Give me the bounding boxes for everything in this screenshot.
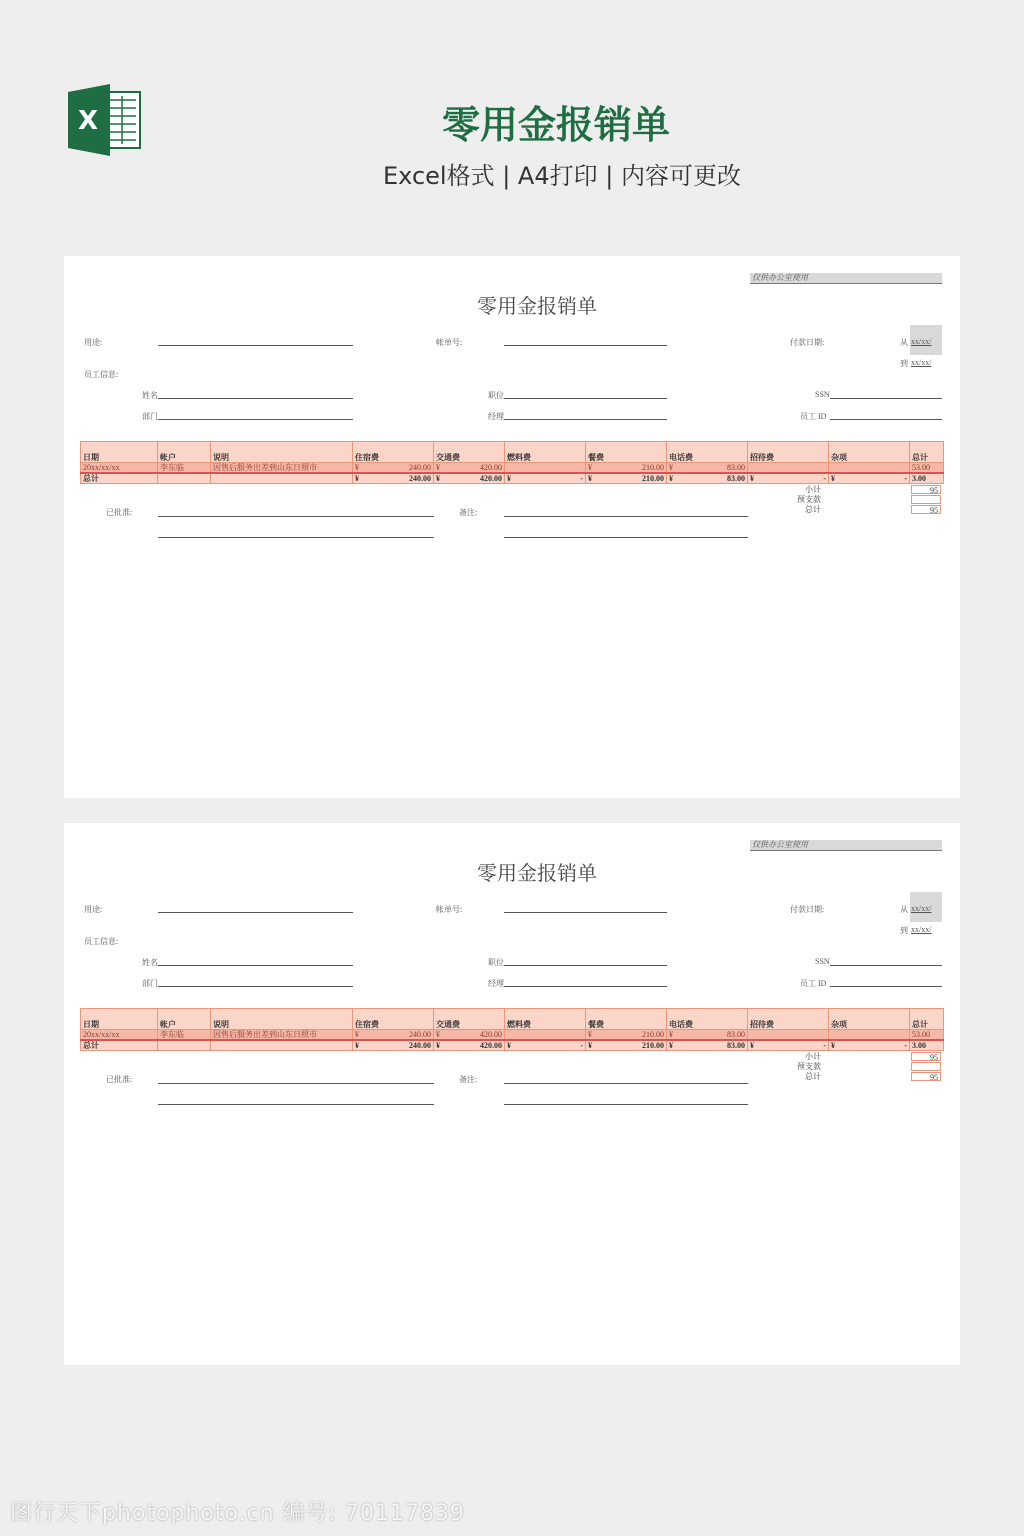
notes-label: 备注: [459,508,478,517]
column-header: 帐户 [158,442,211,463]
yen-sign: ¥ [588,463,592,472]
employee-id-label: 员工 ID [800,412,827,421]
name-label: 姓名 [142,391,158,400]
grand-total: 3.00 [910,1040,944,1051]
page-subtitle: Excel格式 | A4打印 | 内容可更改 [383,162,741,190]
position-field[interactable] [504,398,667,399]
cell-total[interactable]: 53.00 [910,1030,944,1041]
column-header: 日期 [81,1009,158,1030]
position-label: 职位 [488,391,504,400]
manager-field[interactable] [504,419,667,420]
total-lodging [353,1040,434,1051]
column-header: 餐费 [586,442,667,463]
yen-sign: ¥ [750,474,754,483]
cell-date[interactable]: 20xx/xx/xx [81,463,158,474]
notes-field-2[interactable] [504,537,748,538]
total-label: 总计 [81,1040,158,1051]
from-label: 从 [900,905,908,914]
yen-sign: ¥ [831,474,835,483]
yen-sign: ¥ [507,1041,511,1050]
to-label: 到 [900,359,908,368]
column-header: 说明 [211,1009,353,1030]
ssn-label: SSN [815,957,830,966]
total-misc [829,1040,910,1051]
meal-value: 210.00 [642,1030,664,1039]
total-fuel-value: - [580,1041,583,1050]
department-field[interactable] [158,986,353,987]
yen-sign: ¥ [436,1030,440,1039]
to-date-field[interactable]: xx/xx/ [911,925,932,934]
cell-lodging[interactable] [353,1030,434,1041]
cell-meal[interactable] [586,463,667,474]
name-field[interactable] [158,965,353,966]
empty-cell [158,1040,211,1051]
cell-fuel[interactable] [505,463,586,474]
column-header: 杂项 [829,442,910,463]
advance-label: 预支款 [797,495,821,504]
total-transport [434,1040,505,1051]
to-date-field[interactable]: xx/xx/ [911,358,932,367]
name-label: 姓名 [142,958,158,967]
cell-fuel[interactable] [505,1030,586,1041]
lodging-value: 240.00 [409,1030,431,1039]
total-phone [667,1040,748,1051]
purpose-label: 用途: [84,905,103,914]
approved-field[interactable] [158,516,434,517]
yen-sign: ¥ [588,1030,592,1039]
yen-sign: ¥ [355,463,359,472]
pay-date-label: 付款日期: [790,338,825,347]
cell-description[interactable]: 因售后服务出差到山东日照市 [211,1030,353,1041]
total-entertain [748,1040,829,1051]
manager-label: 经理 [488,412,504,421]
page-title: 零用金报销单 [441,103,670,147]
total-meal [586,473,667,484]
meal-value: 210.00 [642,463,664,472]
column-header: 交通费 [434,442,505,463]
office-use-line [750,850,942,851]
column-header: 总计 [910,442,944,463]
from-label: 从 [900,338,908,347]
subtotal-value[interactable]: 95 [911,485,941,494]
name-field[interactable] [158,398,353,399]
phone-value: 83.00 [727,1030,745,1039]
account-no-label: 帐单号: [436,338,463,347]
column-header: 电话费 [667,442,748,463]
department-label: 部门 [142,412,158,421]
table-row [81,1030,944,1041]
phone-value: 83.00 [727,463,745,472]
account-no-field[interactable] [504,345,667,346]
department-label: 部门 [142,979,158,988]
empty-cell [211,1040,353,1051]
summary-total-label: 总计 [805,505,821,514]
manager-field[interactable] [504,986,667,987]
employee-info-label: 员工信息: [84,937,119,946]
form-sheet-1 [64,256,960,798]
cell-entertain[interactable] [748,463,829,474]
total-lodging [353,473,434,484]
cell-account[interactable]: 李东临 [158,463,211,474]
ssn-label: SSN [815,390,830,399]
employee-id-field[interactable] [830,986,942,987]
office-use-line [750,283,942,284]
yen-sign: ¥ [588,474,592,483]
approved-label: 已批准: [106,1075,133,1084]
advance-value[interactable] [911,495,941,504]
office-use-label: 仅供办公室使用 [750,840,942,850]
expense-table [80,441,944,484]
yen-sign: ¥ [750,1041,754,1050]
notes-field-2[interactable] [504,1104,748,1105]
total-phone-value: 83.00 [727,474,745,483]
yen-sign: ¥ [436,1041,440,1050]
empty-cell [211,473,353,484]
table-header-row [81,1009,944,1030]
manager-label: 经理 [488,979,504,988]
lodging-value: 240.00 [409,463,431,472]
table-total-row [81,1040,944,1051]
total-fuel [505,473,586,484]
total-misc-value: - [904,474,907,483]
advance-value[interactable] [911,1062,941,1071]
yen-sign: ¥ [669,463,673,472]
total-transport [434,473,505,484]
grand-total: 3.00 [910,473,944,484]
cell-phone[interactable] [667,463,748,474]
total-fuel [505,1040,586,1051]
cell-meal[interactable] [586,1030,667,1041]
column-header: 招待费 [748,1009,829,1030]
employee-info-label: 员工信息: [84,370,119,379]
approved-field-2[interactable] [158,537,434,538]
from-date-field[interactable]: xx/xx/ [911,904,932,913]
account-no-label: 帐单号: [436,905,463,914]
yen-sign: ¥ [436,463,440,472]
cell-transport[interactable] [434,1030,505,1041]
purpose-field[interactable] [158,912,353,913]
position-label: 职位 [488,958,504,967]
yen-sign: ¥ [355,1041,359,1050]
form-sheet-2 [64,823,960,1365]
total-phone [667,473,748,484]
yen-sign: ¥ [669,1030,673,1039]
position-field[interactable] [504,965,667,966]
column-header: 招待费 [748,442,829,463]
notes-field[interactable] [504,1083,748,1084]
column-header: 日期 [81,442,158,463]
ssn-field[interactable] [830,398,942,399]
cell-total[interactable]: 53.00 [910,463,944,474]
yen-sign: ¥ [588,1041,592,1050]
total-entertain-value: - [823,1041,826,1050]
employee-id-field[interactable] [830,419,942,420]
total-meal-value: 210.00 [642,1041,664,1050]
column-header: 燃料费 [505,1009,586,1030]
cell-transport[interactable] [434,463,505,474]
transport-value: 420.00 [480,463,502,472]
subtotal-label: 小计 [805,1052,821,1061]
column-header: 总计 [910,1009,944,1030]
column-header: 住宿费 [353,1009,434,1030]
table-header-row [81,442,944,463]
cell-lodging[interactable] [353,463,434,474]
cell-account[interactable]: 李东临 [158,1030,211,1041]
total-fuel-value: - [580,474,583,483]
total-lodging-value: 240.00 [409,474,431,483]
employee-id-label: 员工 ID [800,979,827,988]
notes-label: 备注: [459,1075,478,1084]
cell-misc[interactable] [829,1030,910,1041]
expense-table [80,1008,944,1051]
column-header: 电话费 [667,1009,748,1030]
cell-phone[interactable] [667,1030,748,1041]
approved-label: 已批准: [106,508,133,517]
summary-total-value[interactable]: 95 [911,1072,941,1081]
office-use-label: 仅供办公室使用 [750,273,942,283]
total-lodging-value: 240.00 [409,1041,431,1050]
column-header: 说明 [211,442,353,463]
table-total-row [81,473,944,484]
subtotal-label: 小计 [805,485,821,494]
summary-total-value[interactable]: 95 [911,505,941,514]
notes-field[interactable] [504,516,748,517]
approved-field-2[interactable] [158,1104,434,1105]
department-field[interactable] [158,419,353,420]
cell-description[interactable]: 因售后服务出差到山东日照市 [211,463,353,474]
yen-sign: ¥ [669,1041,673,1050]
from-date-field[interactable]: xx/xx/ [911,337,932,346]
watermark: 图行天下photophoto.cn 编号: 70117839 [10,1501,465,1526]
yen-sign: ¥ [507,474,511,483]
table-row [81,463,944,474]
column-header: 杂项 [829,1009,910,1030]
yen-sign: ¥ [355,474,359,483]
column-header: 帐户 [158,1009,211,1030]
pay-date-label: 付款日期: [790,905,825,914]
ssn-field[interactable] [830,965,942,966]
yen-sign: ¥ [831,1041,835,1050]
advance-label: 预支款 [797,1062,821,1071]
column-header: 餐费 [586,1009,667,1030]
cell-date[interactable]: 20xx/xx/xx [81,1030,158,1041]
yen-sign: ¥ [669,474,673,483]
empty-cell [158,473,211,484]
total-entertain-value: - [823,474,826,483]
total-label: 总计 [81,473,158,484]
total-entertain [748,473,829,484]
cell-misc[interactable] [829,463,910,474]
total-meal-value: 210.00 [642,474,664,483]
total-transport-value: 420.00 [480,1041,502,1050]
account-no-field[interactable] [504,912,667,913]
form-title: 零用金报销单 [477,863,597,885]
svg-text:X: X [77,106,99,136]
yen-sign: ¥ [355,1030,359,1039]
transport-value: 420.00 [480,1030,502,1039]
total-meal [586,1040,667,1051]
total-transport-value: 420.00 [480,474,502,483]
summary-total-label: 总计 [805,1072,821,1081]
approved-field[interactable] [158,1083,434,1084]
purpose-label: 用途: [84,338,103,347]
yen-sign: ¥ [436,474,440,483]
column-header: 住宿费 [353,442,434,463]
total-misc-value: - [904,1041,907,1050]
total-phone-value: 83.00 [727,1041,745,1050]
purpose-field[interactable] [158,345,353,346]
to-label: 到 [900,926,908,935]
cell-entertain[interactable] [748,1030,829,1041]
total-misc [829,473,910,484]
form-title: 零用金报销单 [477,296,597,318]
column-header: 燃料费 [505,442,586,463]
column-header: 交通费 [434,1009,505,1030]
subtotal-value[interactable]: 95 [911,1052,941,1061]
